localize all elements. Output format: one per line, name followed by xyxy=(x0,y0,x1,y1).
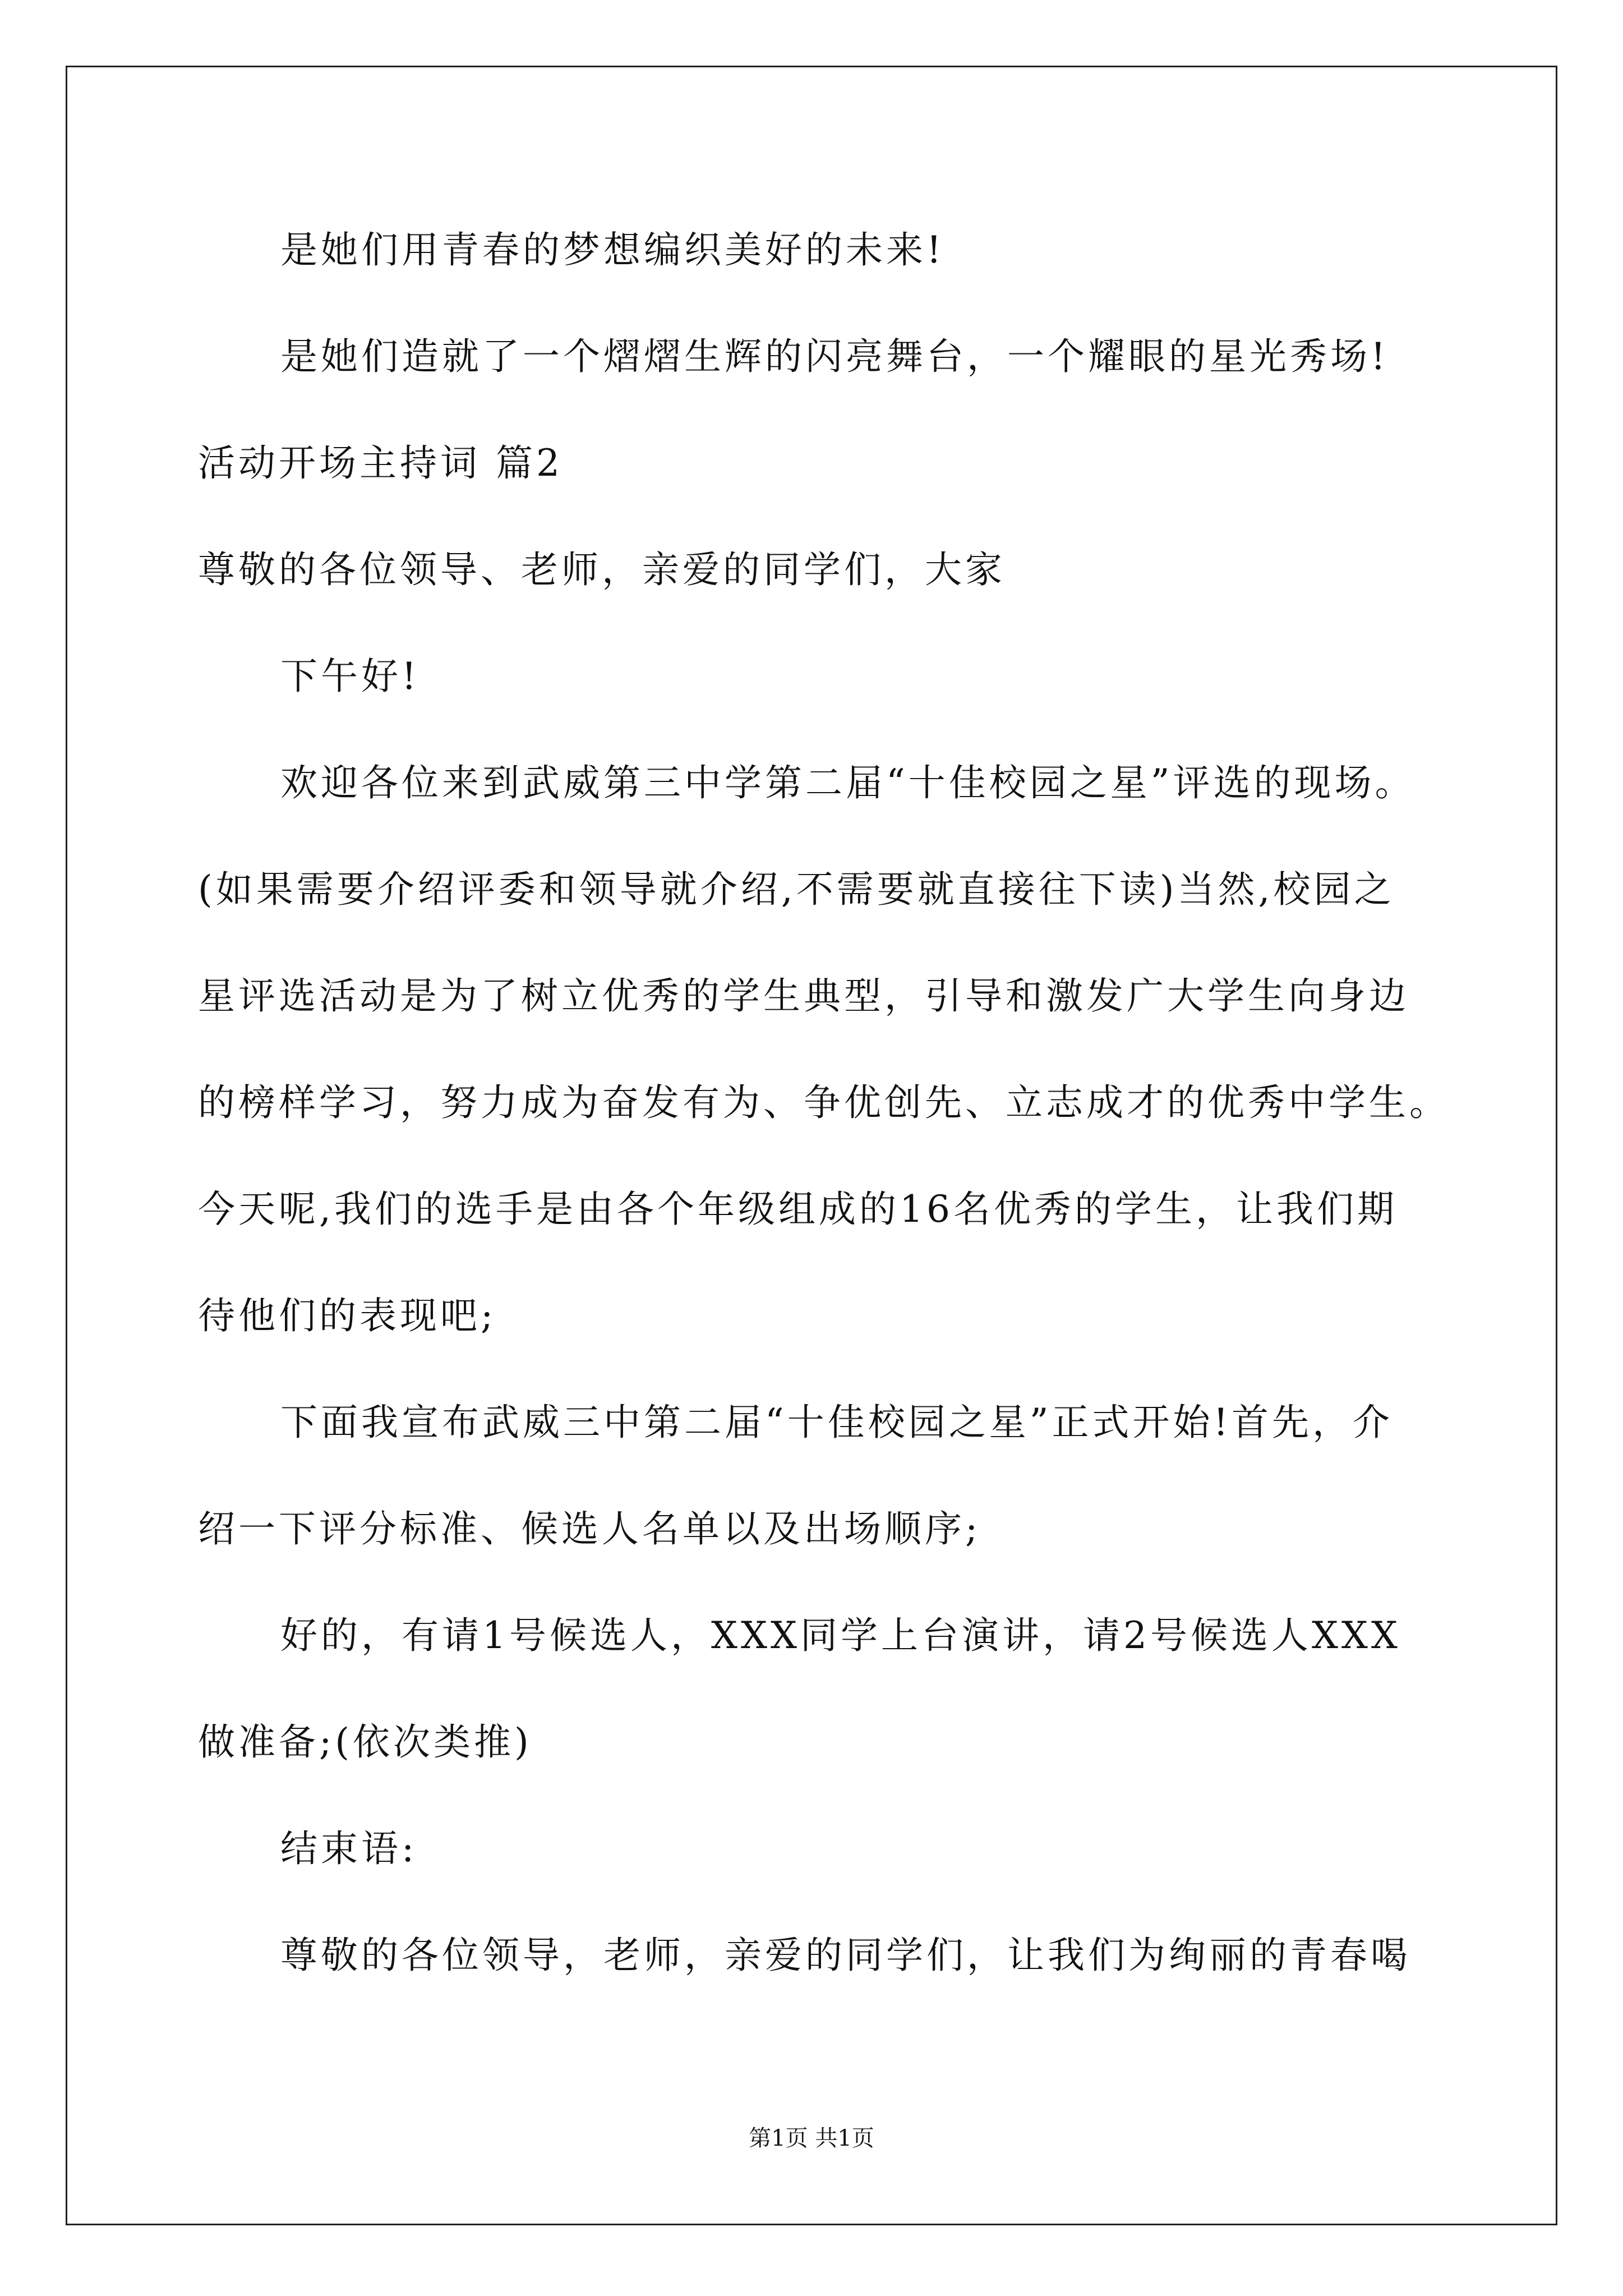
paragraph-line: 待他们的表现吧; xyxy=(198,1294,497,1337)
paragraph-line: 下面我宣布武威三中第二届“十佳校园之星”正式开始!首先，介 xyxy=(280,1401,1394,1444)
paragraph-line: 尊敬的各位领导，老师，亲爱的同学们，让我们为绚丽的青春喝 xyxy=(280,1934,1411,1977)
paragraph-line: 尊敬的各位领导、老师，亲爱的同学们，大家 xyxy=(198,548,1006,591)
paragraph-line: 是她们造就了一个熠熠生辉的闪亮舞台，一个耀眼的星光秀场! xyxy=(280,335,1389,378)
paragraph-line: 绍一下评分标准、候选人名单以及出场顺序; xyxy=(198,1507,981,1550)
section-heading: 活动开场主持词 篇2 xyxy=(198,441,563,485)
paragraph-line: 下午好! xyxy=(280,655,420,698)
paragraph-line: 是她们用青春的梦想编织美好的未来! xyxy=(280,228,945,272)
page-number-footer: 第1页 共1页 xyxy=(749,2125,874,2151)
paragraph-line: 结束语: xyxy=(280,1827,418,1870)
paragraph-line: 的榜样学习，努力成为奋发有为、争优创先、立志成才的优秀中学生。 xyxy=(198,1081,1450,1124)
paragraph-line: 今天呢,我们的选手是由各个年级组成的16名优秀的学生，让我们期 xyxy=(198,1188,1398,1231)
paragraph-line: 好的，有请1号候选人，XXX同学上台演讲，请2号候选人XXX xyxy=(280,1614,1401,1657)
paragraph-line: 星评选活动是为了树立优秀的学生典型，引导和激发广大学生向身边 xyxy=(198,974,1409,1018)
paragraph-line: 做准备;(依次类推) xyxy=(198,1720,532,1764)
paragraph-line: (如果需要介绍评委和领导就介绍,不需要就直接往下读)当然,校园之 xyxy=(198,868,1395,911)
page-border xyxy=(66,66,1557,2225)
paragraph-line: 欢迎各位来到武威第三中学第二届“十佳校园之星”评选的现场。 xyxy=(280,761,1415,804)
